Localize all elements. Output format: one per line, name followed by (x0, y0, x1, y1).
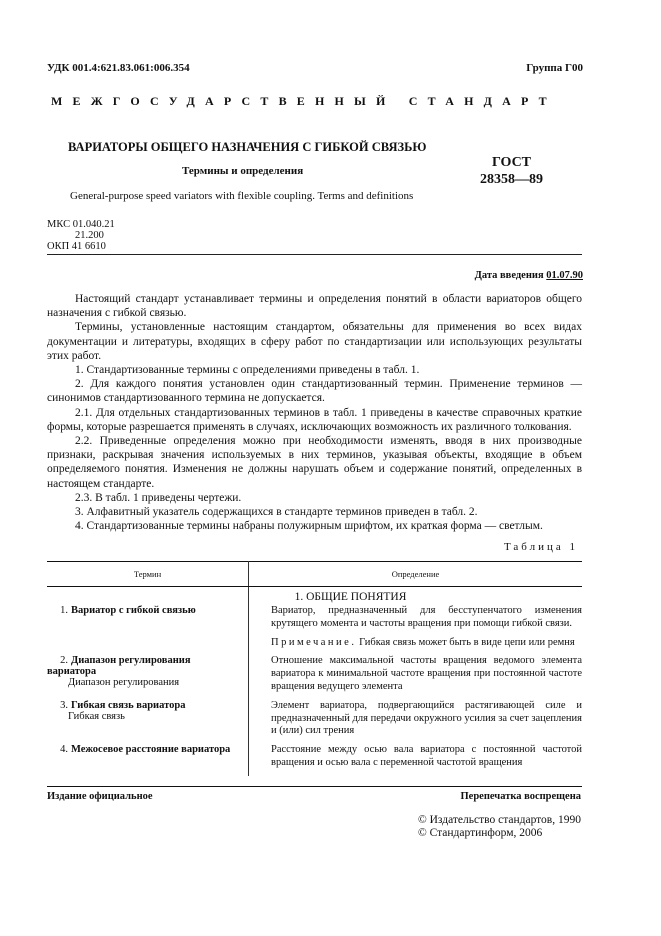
gost-number: 28358—89 (480, 172, 543, 187)
definition-text: Отношение максимальной частоты вращения ведомого элемента вариатора к минимальной частоте вращения при постоянной частоте вращения ведущего элемента (271, 655, 582, 692)
term-number: 1. (60, 605, 68, 616)
definition-text: Элемент вариатора, подвергающийся растягивающей силе и предназначенный для передачи окружного усилия за счет зацепления и (или) сил трения (271, 699, 582, 737)
divider-top (47, 254, 582, 255)
copyright-line: © Стандартинформ, 2006 (417, 827, 543, 839)
paragraph: 2.2. Приведенные определения можно при необходимости изменять, вводя в них производные признаки, раскрывая значения используемых в них терминов, указывая объекты, входящие в объем определяемого понятия. Изменения не должны нарушать объем и содержание понятий, определенных в настоящем стандарте. (47, 435, 582, 490)
reprint-prohibited: Перепечатка воспрещена (460, 791, 581, 802)
okp-code: ОКП 41 6610 (47, 241, 106, 252)
divider-bottom (47, 786, 582, 787)
introduction-date-value: 01.07.90 (546, 270, 583, 281)
term-cell (47, 605, 249, 649)
definition-cell (249, 655, 583, 693)
group-code: Группа Г00 (526, 62, 583, 74)
term-name: Вариатор с гибкой связью (71, 605, 196, 616)
introduction-date-label: Дата введения (474, 270, 544, 281)
udk-code: УДК 001.4:621.83.061:006.354 (47, 62, 190, 74)
paragraph: 2.3. В табл. 1 приведены чертежи. (75, 491, 242, 504)
classification-codes (47, 219, 115, 252)
document-title: ВАРИАТОРЫ ОБЩЕГО НАЗНАЧЕНИЯ С ГИБКОЙ СВЯЗЬЮ (68, 140, 427, 154)
term-cell (47, 700, 249, 738)
definition-text: Вариатор, предназначенный для бесступенчатого изменения крутящего момента и частоты вращения при помощи гибкой связи. (271, 605, 582, 629)
note-label: Примечание. (271, 636, 357, 648)
table-row (47, 744, 582, 776)
english-title: General-purpose speed variators with flexible coupling. Terms and definitions (70, 190, 414, 202)
mks-code: МКС 01.040.21 (47, 219, 115, 230)
definition-note (271, 637, 582, 650)
table-caption: Таблица 1 (503, 541, 578, 553)
body-text (47, 292, 582, 533)
term-short-form: Гибкая связь (68, 710, 125, 722)
term-name: Диапазон регулирования вариатора (47, 655, 191, 678)
section-row-spacer (47, 587, 249, 606)
term-cell (47, 655, 249, 693)
official-edition: Издание официальное (47, 791, 153, 802)
gost-label: ГОСТ (491, 155, 532, 170)
paragraph: 2.1. Для отдельных стандартизованных терминов в табл. 1 приведены в качестве справочных краткие формы, которые разрешается применять в случаях, исключающих возможность их различного толкования. (47, 406, 582, 433)
paragraph: 1. Стандартизованные термины с определениями приведены в табл. 1. (75, 364, 420, 377)
interstate-standard-heading: МЕЖГОСУДАРСТВЕННЫЙ СТАНДАРТ (51, 94, 557, 108)
paragraph: 2. Для каждого понятия установлен один стандартизованный термин. Применение терминов — синонимов стандартизованного термина не допускается. (47, 378, 582, 405)
definition-text: Расстояние между осью вала вариатора с постоянной частотой вращения и осью вала с переменной частотой вращения (271, 744, 582, 768)
column-header-definition: Определение (249, 562, 583, 587)
paragraph: Настоящий стандарт устанавливает термины и определения понятий в области вариаторов общего назначения с гибкой связью. (47, 293, 582, 320)
column-header-term: Термин (47, 562, 249, 587)
term-name: Гибкая связь вариатора (71, 699, 186, 711)
term-short-form: Диапазон регулирования (68, 677, 180, 689)
terms-table (47, 561, 582, 776)
table-row (47, 700, 582, 738)
definition-cell (249, 744, 583, 776)
term-number: 2. (60, 655, 68, 667)
table-header-row (47, 562, 582, 587)
document-subtitle: Термины и определения (182, 165, 304, 177)
paragraph: Термины, установленные настоящим стандартом, обязательны для применения во всех видах документации и литературы, входящих в сферу работ по стандартизации или использующих результаты этих работ. (47, 321, 582, 362)
term-cell (47, 744, 249, 776)
definition-cell (249, 700, 583, 738)
definition-cell (249, 605, 583, 649)
note-text: Гибкая связь может быть в виде цепи или ремня (359, 636, 575, 648)
copyright-line: © Издательство стандартов, 1990 (417, 814, 581, 826)
table-row (47, 605, 582, 649)
term-number: 3. (60, 699, 68, 711)
gost-designation (480, 154, 543, 188)
term-number: 4. (60, 744, 68, 756)
section-row (47, 587, 582, 606)
section-heading: 1. ОБЩИЕ ПОНЯТИЯ (294, 591, 407, 603)
table-row (47, 655, 582, 693)
term-name: Межосевое расстояние вариатора (71, 744, 231, 756)
paragraph: 3. Алфавитный указатель содержащихся в стандарте терминов приведен в табл. 2. (75, 506, 478, 519)
paragraph: 4. Стандартизованные термины набраны полужирным шрифтом, их краткая форма — светлым. (75, 520, 543, 533)
introduction-date (475, 270, 583, 281)
copyright (418, 814, 581, 840)
mks-code-secondary: 21.200 (75, 230, 104, 241)
